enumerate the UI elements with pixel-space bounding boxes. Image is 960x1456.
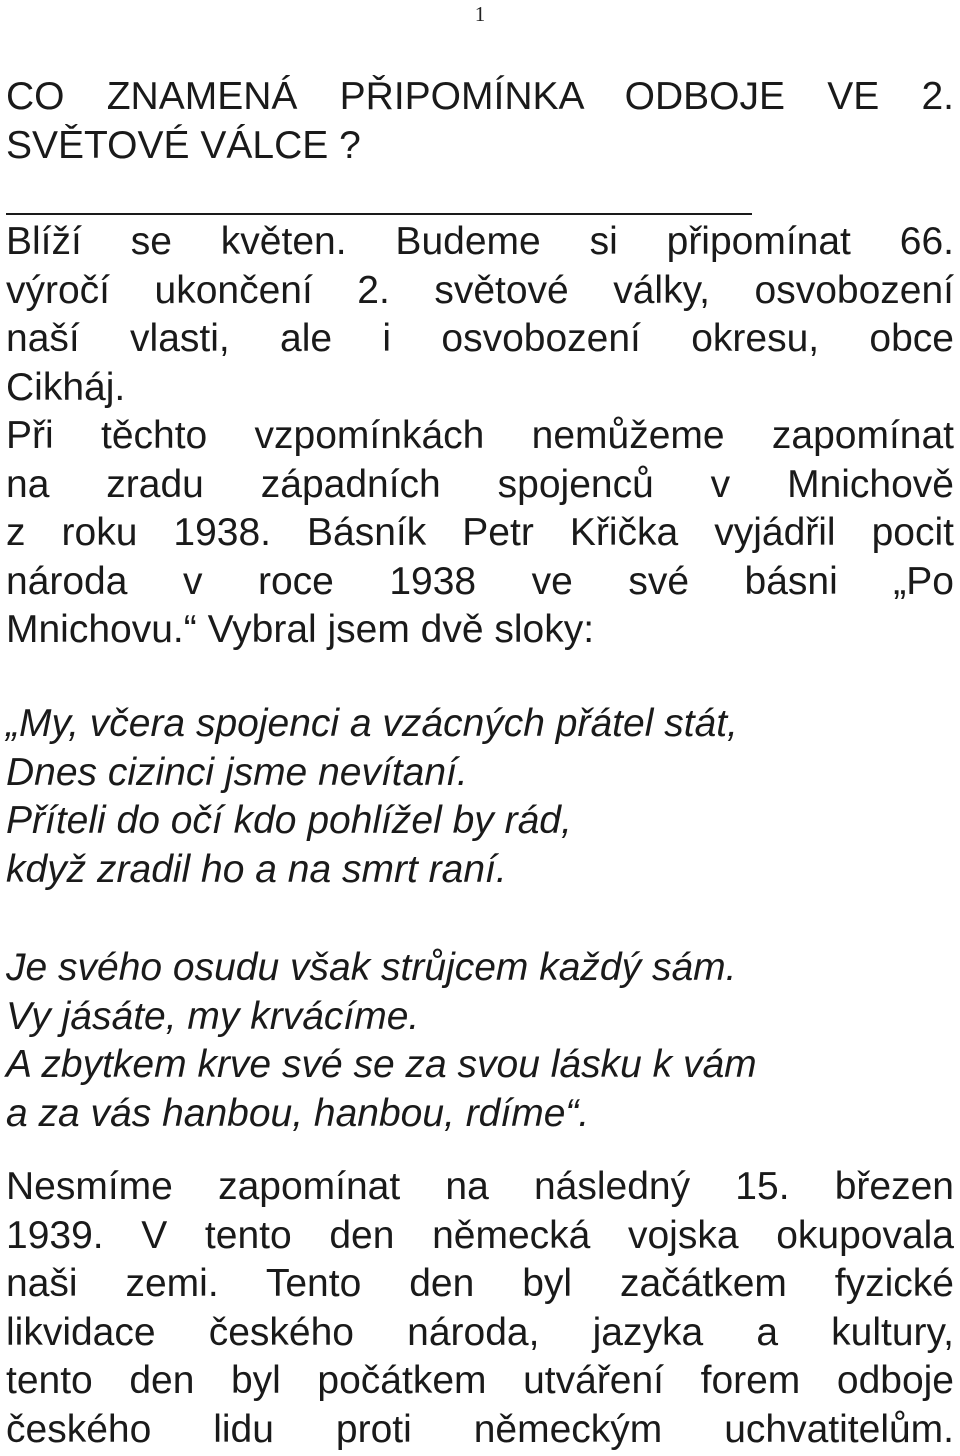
- intro-line: národa v roce 1938 ve své básni „Po: [6, 559, 954, 603]
- intro-line: na zradu západních spojenců v Mnichově: [6, 462, 954, 506]
- poem-stanza-2: [6, 944, 954, 1138]
- title-line: SVĚTOVÉ VÁLCE ?: [6, 123, 361, 167]
- closing-line: likvidace českého národa, jazyka a kultury,: [6, 1310, 954, 1354]
- closing-line: tento den byl počátkem utváření forem odboje: [6, 1359, 954, 1402]
- closing-paragraph: [6, 1163, 954, 1454]
- closing-line: naši zemi. Tento den byl začátkem fyzické: [6, 1262, 954, 1305]
- intro-line: Při těchto vzpomínkách nemůžeme zapomínat: [6, 414, 954, 457]
- title-underline: [6, 213, 752, 215]
- poem-line: „My, včera spojenci a vzácných přátel stát,: [6, 702, 738, 745]
- closing-line: Nesmíme zapomínat na následný 15. březen: [6, 1165, 954, 1208]
- poem-line: A zbytkem krve své se za svou lásku k vám: [6, 1043, 757, 1086]
- closing-line: 1939. V tento den německá vojska okupovala: [6, 1213, 954, 1257]
- poem-line: a za vás hanbou, hanbou, rdíme“.: [6, 1091, 590, 1135]
- poem-line: Příteli do očí kdo pohlížel by rád,: [6, 799, 572, 842]
- intro-line: z roku 1938. Básník Petr Křička vyjádřil pocit: [6, 511, 954, 554]
- intro-line: výročí ukončení 2. světové války, osvobození: [6, 268, 954, 312]
- poem-stanza-1: [6, 700, 954, 894]
- intro-line: naší vlasti, ale i osvobození okresu, obce: [6, 317, 954, 360]
- poem-line: Je svého osudu však strůjcem každý sám.: [6, 946, 737, 989]
- closing-line: českého lidu proti německým uchvatitelům.: [6, 1407, 954, 1451]
- poem-line: Vy jásáte, my krvácíme.: [6, 994, 420, 1038]
- poem-line: když zradil ho a na smrt raní.: [6, 847, 507, 891]
- intro-paragraph: [6, 218, 954, 655]
- intro-line: Blíží se květen. Budeme si připomínat 66.: [6, 220, 954, 263]
- title-line: CO ZNAMENÁ PŘIPOMÍNKA ODBOJE VE 2.: [6, 75, 954, 118]
- intro-line: Mnichovu.“ Vybral jsem dvě sloky:: [6, 608, 595, 651]
- page-number: 1: [474, 2, 486, 26]
- intro-line: Cikháj.: [6, 365, 126, 409]
- document-title: [6, 73, 954, 170]
- poem-line: Dnes cizinci jsme nevítaní.: [6, 750, 468, 794]
